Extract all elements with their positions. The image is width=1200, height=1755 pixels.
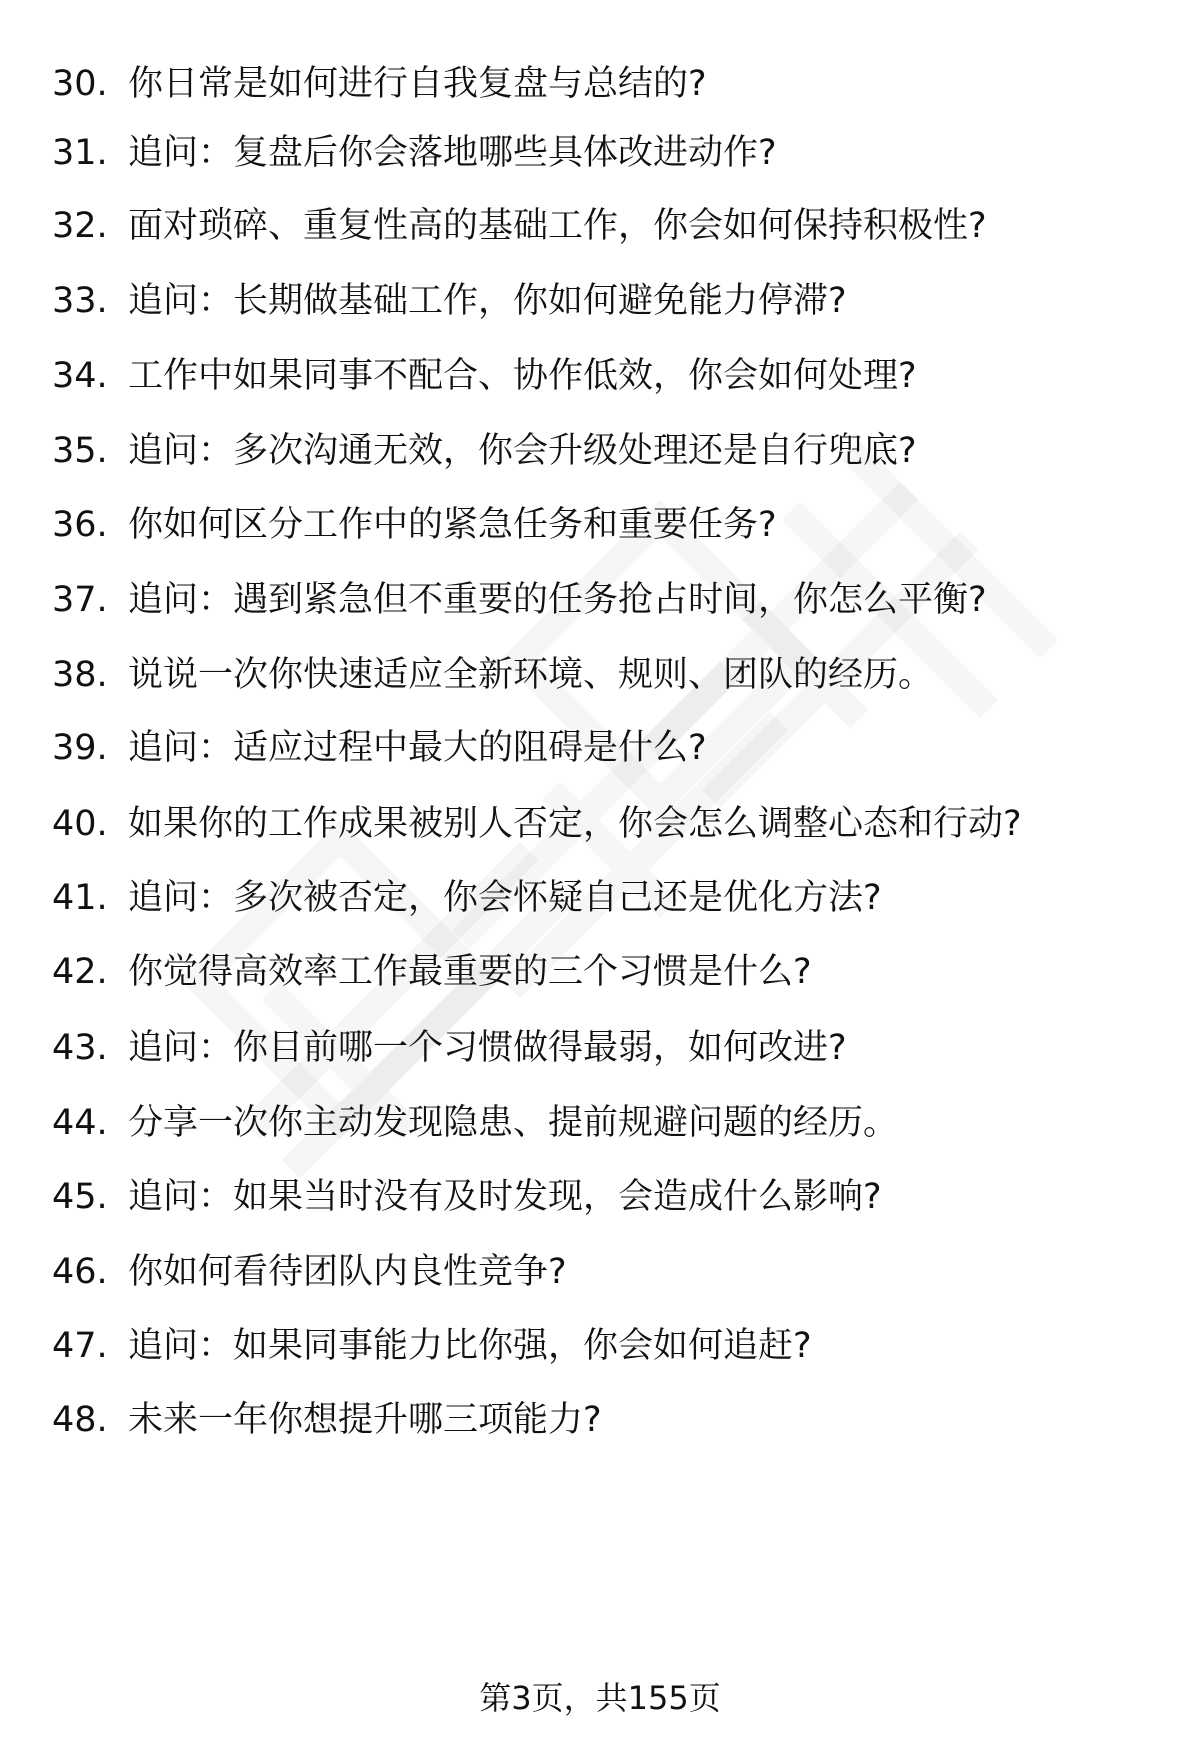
question-number: 44. bbox=[52, 1103, 108, 1143]
question-text: 追问：你目前哪一个习惯做得最弱，如何改进? bbox=[128, 1028, 847, 1068]
list-item bbox=[52, 1167, 882, 1227]
question-number: 31. bbox=[52, 133, 108, 173]
question-number: 37. bbox=[52, 580, 108, 620]
question-number: 43. bbox=[52, 1028, 108, 1068]
question-text: 追问：多次沟通无效，你会升级处理还是自行兜底? bbox=[128, 431, 917, 471]
list-item bbox=[52, 1018, 847, 1078]
question-text: 说说一次你快速适应全新环境、规则、团队的经历。 bbox=[128, 655, 934, 695]
list-item bbox=[52, 570, 987, 630]
question-number: 33. bbox=[52, 281, 108, 321]
question-number: 47. bbox=[52, 1326, 108, 1366]
question-text: 未来一年你想提升哪三项能力? bbox=[128, 1400, 602, 1440]
list-item bbox=[52, 54, 707, 114]
question-text: 追问：长期做基础工作，你如何避免能力停滞? bbox=[128, 281, 847, 321]
list-item bbox=[52, 1242, 567, 1302]
list-item bbox=[52, 718, 707, 778]
question-number: 40. bbox=[52, 804, 108, 844]
question-text: 追问：如果同事能力比你强，你会如何追赶? bbox=[128, 1326, 812, 1366]
question-number: 36. bbox=[52, 505, 108, 545]
question-number: 48. bbox=[52, 1400, 108, 1440]
list-item bbox=[52, 196, 987, 256]
list-item bbox=[52, 346, 917, 406]
question-text: 如果你的工作成果被别人否定，你会怎么调整心态和行动? bbox=[128, 804, 1022, 844]
page-number-footer: 第3页，共155页 bbox=[479, 1679, 721, 1717]
question-number: 34. bbox=[52, 356, 108, 396]
list-item bbox=[52, 495, 777, 555]
question-text: 追问：如果当时没有及时发现，会造成什么影响? bbox=[128, 1177, 882, 1217]
question-number: 30. bbox=[52, 64, 108, 104]
question-text: 追问：适应过程中最大的阻碍是什么? bbox=[128, 728, 707, 768]
list-item bbox=[52, 1316, 812, 1376]
question-text: 面对琐碎、重复性高的基础工作，你会如何保持积极性? bbox=[128, 206, 987, 246]
list-item bbox=[52, 1390, 602, 1450]
question-number: 45. bbox=[52, 1177, 108, 1217]
question-number: 39. bbox=[52, 728, 108, 768]
question-text: 你日常是如何进行自我复盘与总结的? bbox=[128, 64, 707, 104]
question-text: 你如何区分工作中的紧急任务和重要任务? bbox=[128, 505, 777, 545]
list-item bbox=[52, 1093, 898, 1153]
question-text: 你觉得高效率工作最重要的三个习惯是什么? bbox=[128, 952, 812, 992]
list-item bbox=[52, 794, 1022, 854]
question-number: 32. bbox=[52, 206, 108, 246]
list-item bbox=[52, 942, 812, 1002]
question-number: 42. bbox=[52, 952, 108, 992]
question-number: 38. bbox=[52, 655, 108, 695]
question-number: 41. bbox=[52, 878, 108, 918]
question-number: 46. bbox=[52, 1252, 108, 1292]
list-item bbox=[52, 123, 777, 183]
list-item bbox=[52, 645, 933, 705]
list-item bbox=[52, 868, 882, 928]
list-item bbox=[52, 271, 847, 331]
question-number: 35. bbox=[52, 431, 108, 471]
question-text: 分享一次你主动发现隐患、提前规避问题的经历。 bbox=[128, 1103, 899, 1143]
question-text: 你如何看待团队内良性竞争? bbox=[128, 1252, 567, 1292]
list-item bbox=[52, 421, 917, 481]
question-text: 追问：多次被否定，你会怀疑自己还是优化方法? bbox=[128, 878, 882, 918]
question-text: 工作中如果同事不配合、协作低效，你会如何处理? bbox=[128, 356, 917, 396]
question-text: 追问：复盘后你会落地哪些具体改进动作? bbox=[128, 133, 777, 173]
question-text: 追问：遇到紧急但不重要的任务抢占时间，你怎么平衡? bbox=[128, 580, 987, 620]
